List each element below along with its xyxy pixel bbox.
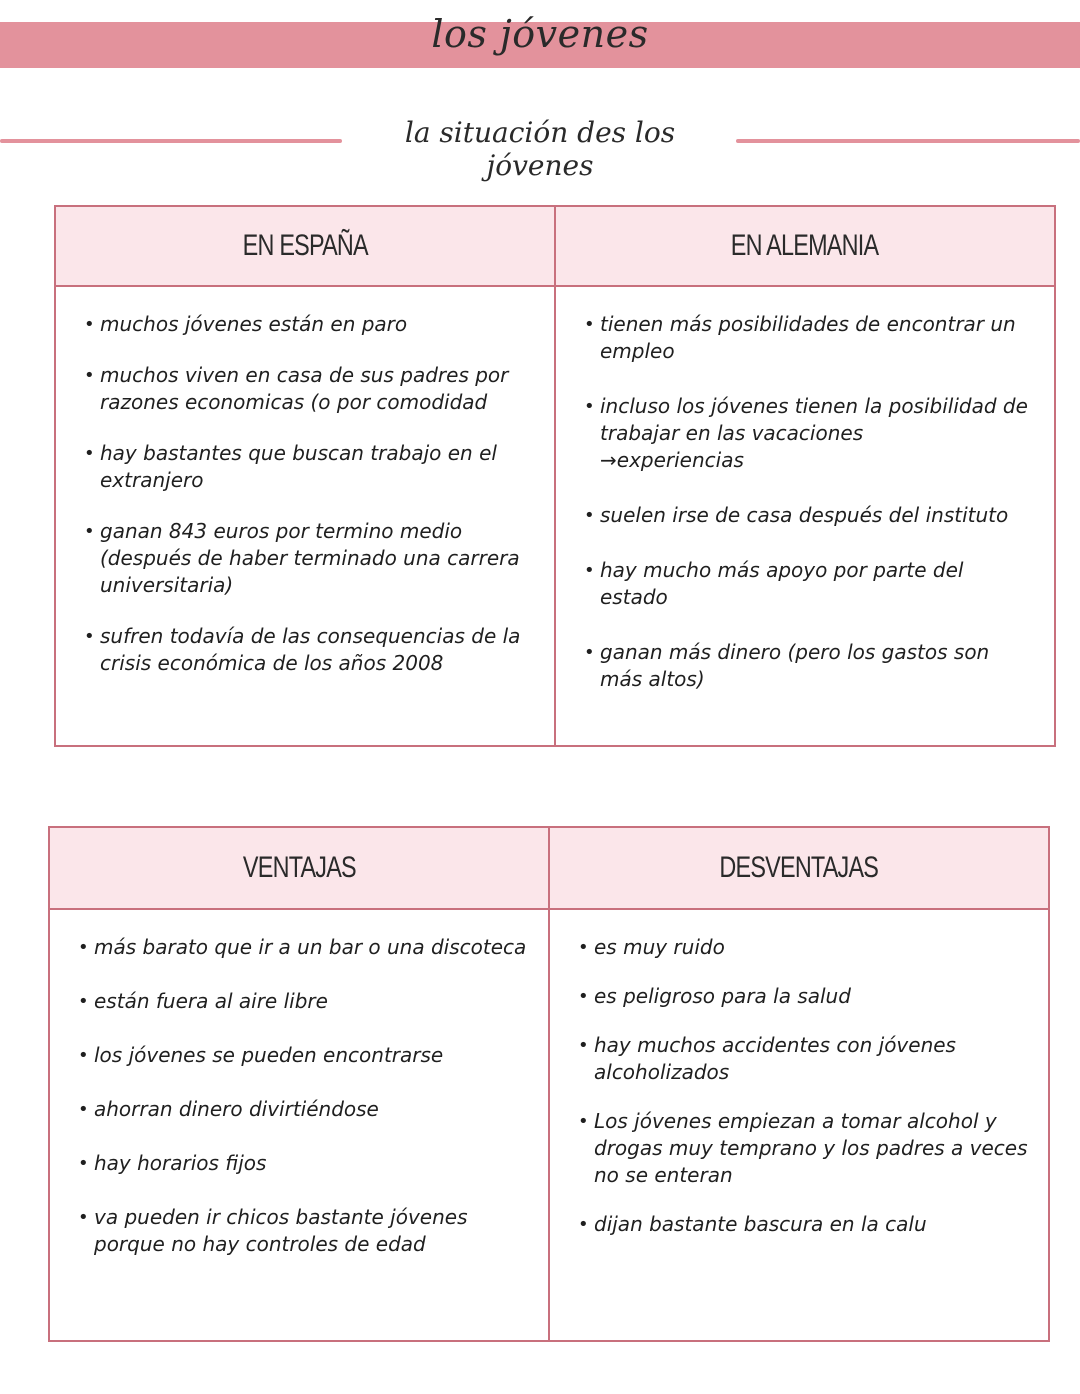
subtitle-rule-left bbox=[0, 139, 342, 143]
list-item: • dijan bastante bascura en la calu bbox=[578, 1211, 1030, 1238]
list-item: • hay muchos accidentes con jóvenes alcoholizados bbox=[578, 1032, 1030, 1086]
column-spain bbox=[54, 207, 554, 745]
list-item: • muchos jóvenes están en paro bbox=[84, 311, 536, 338]
subtitle-row bbox=[0, 112, 1080, 182]
list-item: • suelen irse de casa después del instituto bbox=[584, 502, 1036, 529]
item-list bbox=[550, 910, 1048, 1260]
page-subtitle: la situación des los jóvenes bbox=[404, 116, 676, 182]
header-label: VENTAJAS bbox=[242, 851, 356, 884]
list-item: • es muy ruido bbox=[578, 934, 1030, 961]
list-item: • muchos viven en casa de sus padres por razones economicas (o por comodidad bbox=[84, 362, 536, 416]
list-item-note: →experiencias bbox=[600, 448, 744, 472]
list-item: • hay mucho más apoyo por parte del estado bbox=[584, 557, 1036, 611]
list-item: • es peligroso para la salud bbox=[578, 983, 1030, 1010]
comparison-table-pros-cons bbox=[48, 826, 1050, 1342]
column-germany bbox=[554, 207, 1056, 745]
column-header bbox=[50, 828, 548, 910]
list-item: • tienen más posibilidades de encontrar un empleo bbox=[584, 311, 1036, 365]
column-advantages bbox=[48, 828, 548, 1340]
list-item: • hay bastantes que buscan trabajo en el extranjero bbox=[84, 440, 536, 494]
list-item: • Los jóvenes empiezan a tomar alcohol y drogas muy temprano y los padres a veces no se enteran bbox=[578, 1108, 1030, 1189]
header-label: DESVENTAJAS bbox=[719, 851, 879, 884]
list-item: • están fuera al aire libre bbox=[78, 988, 530, 1015]
item-list bbox=[50, 910, 548, 1285]
subtitle-rule-right bbox=[736, 139, 1080, 143]
list-item: • ahorran dinero divirtiéndose bbox=[78, 1096, 530, 1123]
column-header bbox=[556, 207, 1054, 287]
header-label: EN ALEMANIA bbox=[731, 229, 879, 262]
page-title: los jóvenes bbox=[431, 12, 649, 56]
column-header bbox=[56, 207, 554, 287]
comparison-table-countries bbox=[54, 205, 1056, 747]
list-item: • más barato que ir a un bar o una discoteca bbox=[78, 934, 530, 961]
list-item: • va pueden ir chicos bastante jóvenes porque no hay controles de edad bbox=[78, 1204, 530, 1258]
header-label: EN ESPAÑA bbox=[242, 229, 368, 262]
list-item: • sufren todavía de las consequencias de la crisis económica de los años 2008 bbox=[84, 623, 536, 677]
list-item: • ganan 843 euros por termino medio (después de haber terminado una carrera universitaria) bbox=[84, 518, 536, 599]
item-list bbox=[56, 287, 554, 701]
column-header bbox=[550, 828, 1048, 910]
column-disadvantages bbox=[548, 828, 1050, 1340]
list-item bbox=[584, 393, 1036, 474]
list-item: • los jóvenes se pueden encontrarse bbox=[78, 1042, 530, 1069]
list-item: • ganan más dinero (pero los gastos son más altos) bbox=[584, 639, 1036, 693]
list-item: • hay horarios fijos bbox=[78, 1150, 530, 1177]
item-list bbox=[556, 287, 1054, 721]
list-item-text: incluso los jóvenes tienen la posibilidad de trabajar en las vacaciones bbox=[600, 394, 1028, 445]
